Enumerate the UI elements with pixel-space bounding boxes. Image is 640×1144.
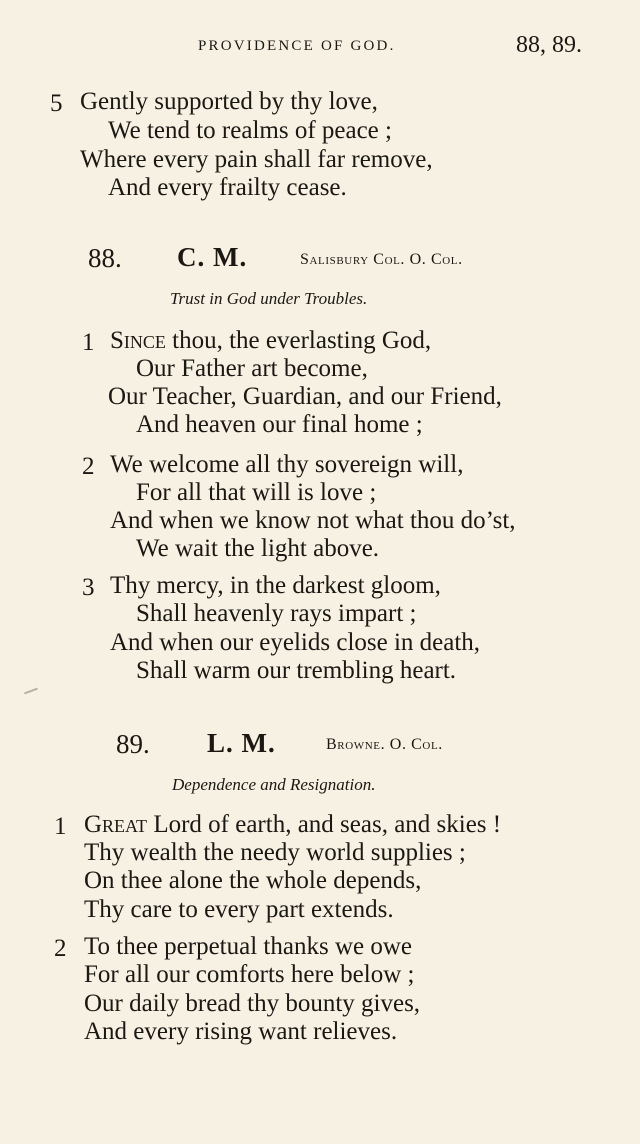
hymn-subtitle: Trust in God under Troubles. [170, 289, 368, 308]
verse-number: 1 [54, 813, 67, 840]
verse-line-rest: Lord of earth, and seas, and skies ! [147, 811, 502, 838]
verse-line [110, 327, 431, 355]
verse-line: On thee alone the whole depends, [84, 867, 422, 894]
verse-initial-word: Great [84, 811, 148, 838]
page-number: 88, 89. [516, 32, 582, 58]
verse-line-rest: thou, the everlasting God, [165, 327, 432, 354]
running-head: PROVIDENCE OF GOD. [198, 38, 396, 54]
verse-line: Our daily bread thy bounty gives, [84, 990, 421, 1017]
verse-number: 2 [54, 935, 67, 962]
verse-line: And when we know not what thou do’st, [110, 507, 516, 534]
verse-line: And every rising want relieves. [84, 1018, 398, 1045]
hymn-tune: Salisbury Col. O. Col. [300, 251, 463, 268]
verse-line: We welcome all thy sovereign will, [110, 451, 464, 478]
verse-line: Gently supported by thy love, [80, 88, 378, 115]
verse-initial-word: Since [110, 327, 166, 354]
verse-line: And every frailty cease. [108, 174, 347, 201]
verse-line: And when our eyelids close in death, [110, 629, 481, 656]
verse-number: 5 [50, 90, 63, 117]
verse-line: To thee perpetual thanks we owe [84, 933, 412, 960]
verse-line: Thy care to every part extends. [84, 896, 394, 923]
verse-number: 3 [82, 574, 95, 601]
verse-line: For all our comforts here below ; [84, 961, 415, 988]
verse-number: 1 [82, 329, 95, 356]
verse-line: And heaven our final home ; [136, 411, 423, 438]
hymn-meter: L. M. [207, 728, 276, 758]
verse-line: For all that will is love ; [136, 479, 377, 506]
verse-line: Shall warm our trembling heart. [136, 657, 457, 684]
verse-line [84, 811, 501, 839]
verse-line: We wait the light above. [136, 535, 380, 562]
verse-number: 2 [82, 453, 95, 480]
verse-line: Where every pain shall far remove, [80, 146, 433, 173]
hymn-subtitle: Dependence and Resignation. [172, 775, 376, 794]
margin-mark [24, 688, 38, 695]
verse-line: Our Teacher, Guardian, and our Friend, [108, 383, 502, 410]
hymn-meter: C. M. [177, 242, 248, 272]
hymn-number: 88. [88, 243, 122, 273]
verse-line: We tend to realms of peace ; [108, 117, 392, 144]
verse-line: Thy mercy, in the darkest gloom, [110, 572, 441, 599]
verse-line: Our Father art become, [136, 355, 368, 382]
hymn-number: 89. [116, 729, 150, 759]
verse-line: Shall heavenly rays impart ; [136, 600, 417, 627]
verse-line: Thy wealth the needy world supplies ; [84, 839, 466, 866]
hymn-tune: Browne. O. Col. [326, 736, 443, 753]
